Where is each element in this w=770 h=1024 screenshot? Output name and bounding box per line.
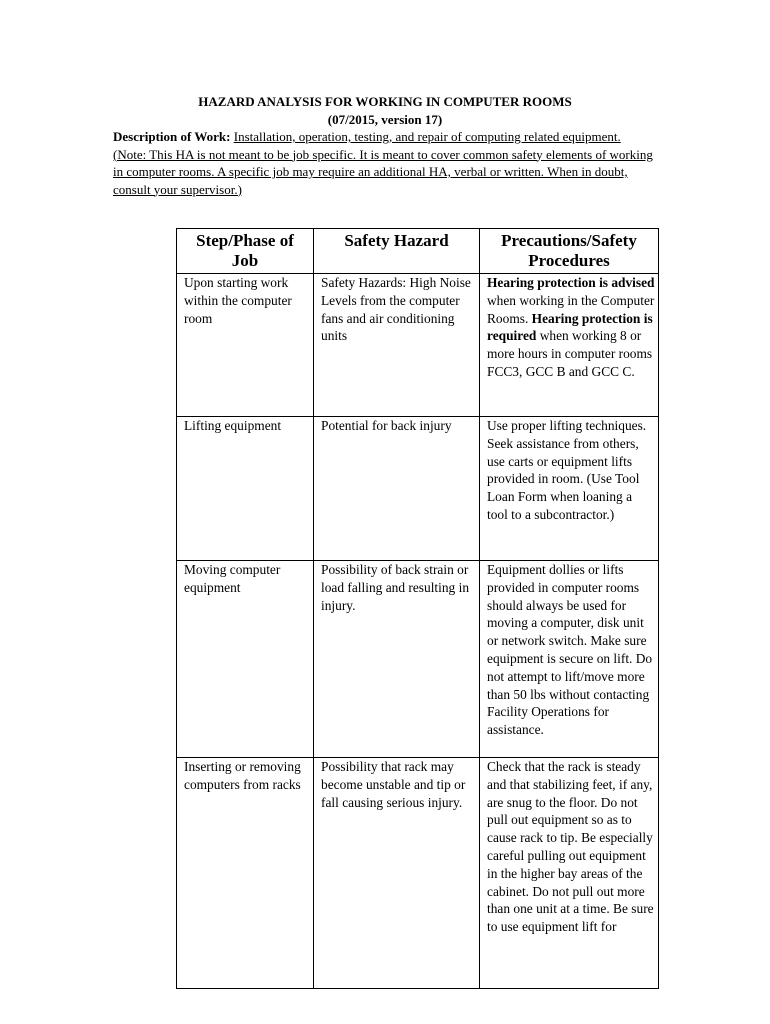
document-title: HAZARD ANALYSIS FOR WORKING IN COMPUTER ROOMS — [198, 94, 572, 109]
cell-hazard: Safety Hazards: High Noise Levels from the computer fans and air conditioning units — [314, 274, 480, 417]
cell-precautions — [480, 274, 659, 417]
cell-step: Lifting equipment — [177, 417, 314, 561]
precaution-bold: Hearing protection is advised — [487, 275, 655, 290]
hazard-analysis-table — [176, 228, 659, 989]
table-row — [177, 758, 659, 989]
cell-precautions: Equipment dollies or lifts provided in computer rooms should always be used for moving a computer, disk unit or network switch. Make sure equipment is secure on lift. Do not attempt to lift/move more than 50 lbs without contacting Facility Operations for assistance. — [480, 561, 659, 758]
table-row — [177, 417, 659, 561]
table-row — [177, 274, 659, 417]
precaution-text: when working 8 or more hours in computer rooms FCC3, GCC B and GCC C. — [487, 328, 653, 379]
description-label: Description of Work: — [113, 129, 231, 144]
cell-hazard: Potential for back injury — [314, 417, 480, 561]
table-header-row — [177, 229, 659, 274]
table-row — [177, 561, 659, 758]
document-version: (07/2015, version 17) — [327, 112, 443, 127]
cell-step: Moving computer equipment — [177, 561, 314, 758]
header-safety-hazard: Safety Hazard — [314, 229, 480, 274]
precaution-text: when working in the Computer Rooms. — [487, 292, 655, 326]
description-text: Installation, operation, testing, and repair of computing related equipment. (Note: This HA is not meant to be job specific. It is meant to cover common safety elements of working in computer rooms. A specific job may require an additional HA, verbal or written. When in doubt, consult your supervisor.) — [113, 129, 653, 197]
cell-precautions: Check that the rack is steady and that stabilizing feet, if any, are snug to the floor. Do not pull out equipment so as to cause rack to tip. Be especially careful pulling out equipment in the higher bay areas of the cabinet. Do not pull out more than one unit at a time. Be sure to use equipment lift for — [480, 758, 659, 989]
cell-step: Upon starting work within the computer room — [177, 274, 314, 417]
header-precautions: Precautions/Safety Procedures — [480, 229, 659, 274]
description-of-work — [113, 128, 653, 198]
cell-hazard: Possibility that rack may become unstable and tip or fall causing serious injury. — [314, 758, 480, 989]
header-step-phase: Step/Phase of Job — [177, 229, 314, 274]
precaution-bold: Hearing protection is required — [487, 310, 653, 344]
cell-precautions: Use proper lifting techniques. Seek assistance from others, use carts or equipment lifts provided in room. (Use Tool Loan Form when loaning a tool to a subcontractor.) — [480, 417, 659, 561]
cell-step: Inserting or removing computers from racks — [177, 758, 314, 989]
cell-hazard: Possibility of back strain or load falling and resulting in injury. — [314, 561, 480, 758]
